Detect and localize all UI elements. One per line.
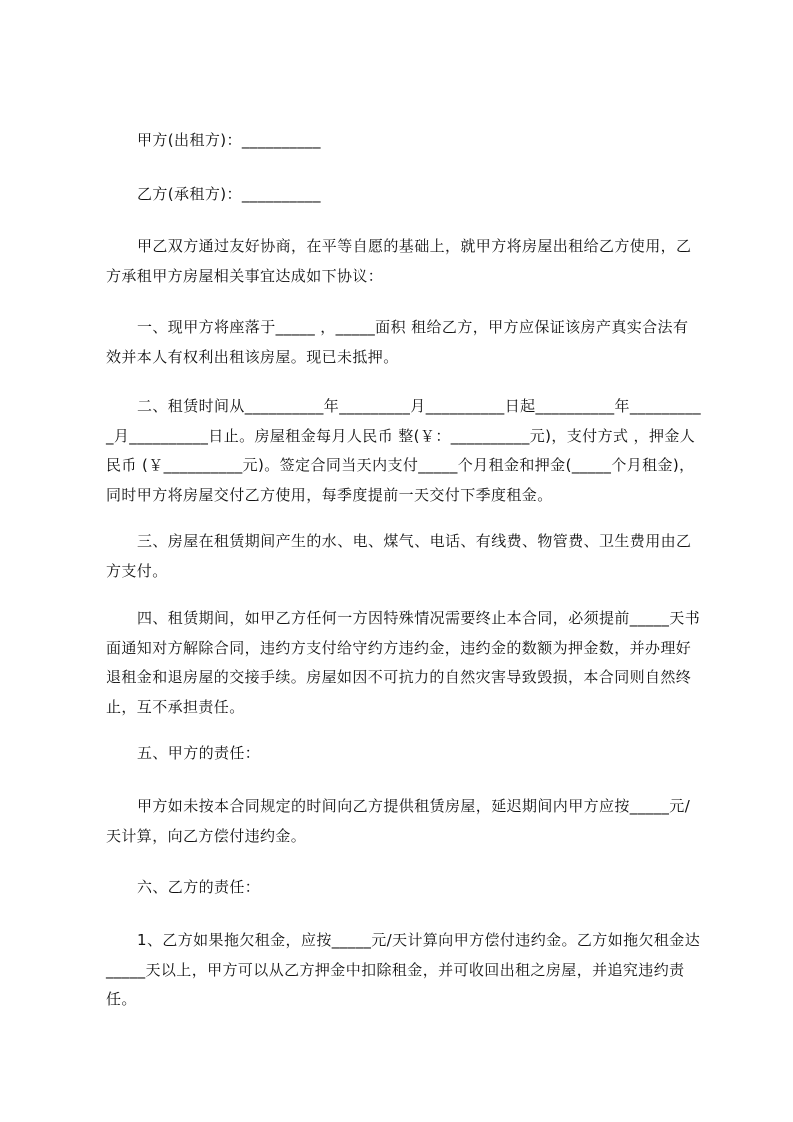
clause-5-title: 五、甲方的责任： xyxy=(137,744,261,762)
clause-2: 二、租赁时间从__________年_________月__________日起__________年__________月__________日止。房屋租金每月人民币 整(￥：__________元)，支付方式 ，押金人民币 (￥__________元)。签定合同当天内支付_____个月租金和押金(_____个月租金)，同时甲方将房屋交付乙方使用，每季度提前一天交付下季度租金。 xyxy=(106,397,702,504)
clause-5-body: 甲方如未按本合同规定的时间向乙方提供租赁房屋，延迟期间内甲方应按_____元/天计算，向乙方偿付违约金。 xyxy=(106,797,691,845)
clause-4: 四、租赁期间，如甲乙方任何一方因特殊情况需要终止本合同，必须提前_____天书面通知对方解除合同，违约方支付给守约方违约金，违约金的数额为押金数，并办理好退租金和退房屋的交接手续。房屋如因不可抗力的自然灾害导致毁损，本合同则自然终止，互不承担责任。 xyxy=(106,609,701,716)
clause-1: 一、现甲方将座落于_____ ，_____面积 租给乙方，甲方应保证该房产真实合法有效并本人有权利出租该房屋。现已未抵押。 xyxy=(106,318,689,366)
clause-3: 三、房屋在租赁期间产生的水、电、煤气、电话、有线费、物管费、卫生费用由乙方支付。 xyxy=(106,532,692,580)
intro-paragraph: 甲乙双方通过友好协商，在平等自愿的基础上，就甲方将房屋出租给乙方使用，乙方承租甲方房屋相关事宜达成如下协议： xyxy=(106,237,692,285)
clause-6-item-1: 1、乙方如果拖欠租金，应按_____元/天计算向甲方偿付违约金。乙方如拖欠租金达_____天以上，甲方可以从乙方押金中扣除租金，并可收回出租之房屋，并追究违约责任。 xyxy=(106,931,701,1008)
party-a-line: 甲方(出租方)：__________ xyxy=(137,131,321,149)
party-b-line: 乙方(承租方)：__________ xyxy=(137,185,321,203)
clause-6-title: 六、乙方的责任： xyxy=(137,878,261,896)
